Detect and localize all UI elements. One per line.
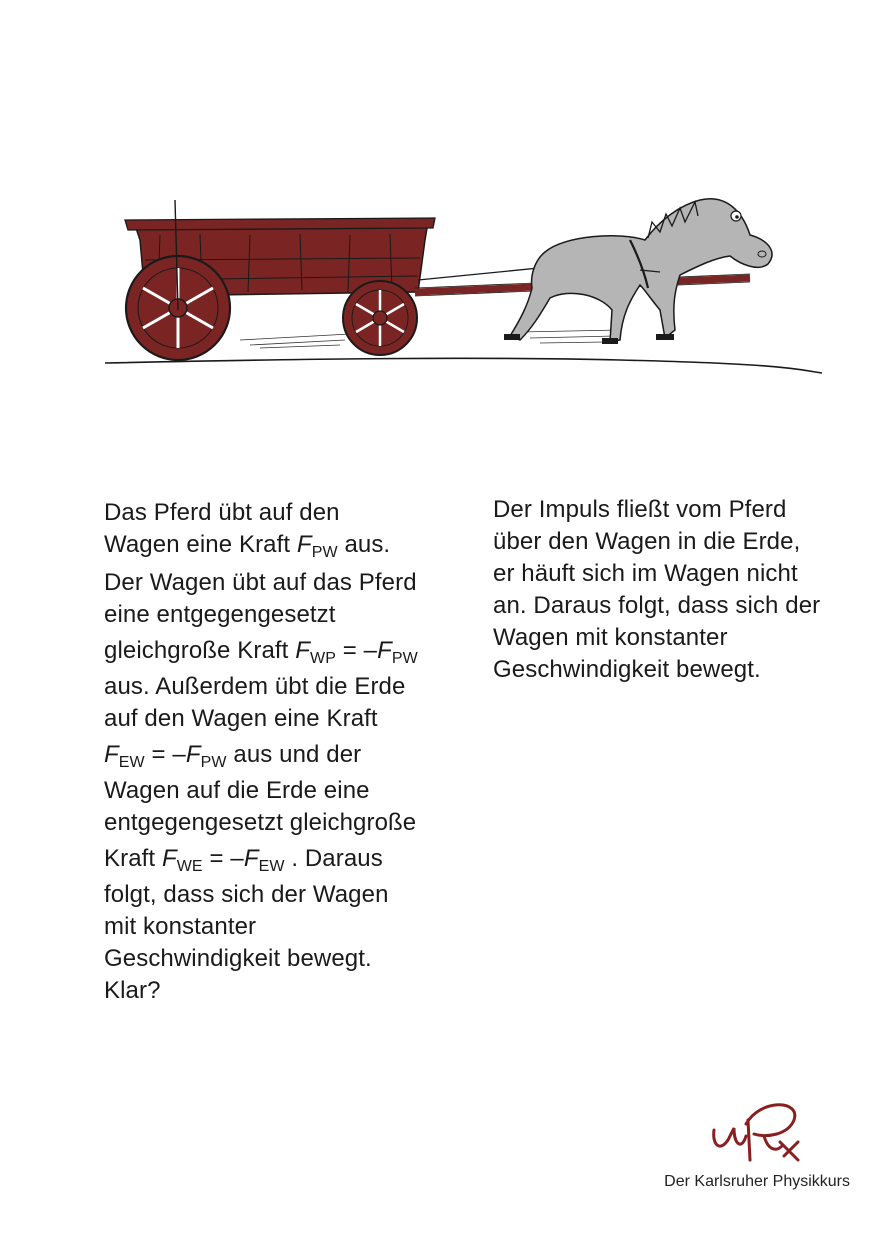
ground-line [105, 358, 822, 373]
force-symbol: $F_{PW}$ [185, 741, 227, 771]
text-line: aus. Außerdem übt die Erde [104, 673, 406, 700]
paragraph-force-explanation [104, 567, 449, 1007]
text-line: aus. [337, 531, 391, 558]
text-line: an. Daraus folgt, dass sich der [493, 592, 821, 619]
text-line: Wagen mit konstanter [493, 624, 728, 651]
footer-credit: Der Karlsruher Physikkurs [664, 1173, 850, 1190]
signature-logo [706, 1090, 806, 1170]
text-line: Der Wagen übt auf das Pferd [104, 569, 417, 596]
force-symbol: $F_{PW}$ [377, 637, 418, 667]
horse [504, 199, 772, 344]
force-symbol: $F_{WE}$ [161, 845, 203, 875]
text-line: folgt, dass sich der Wagen [104, 881, 389, 908]
equation-line: $F_{EW} = -F_{PW}$ aus und der [104, 741, 362, 771]
text-line: Der Impuls fließt vom Pferd [493, 496, 787, 523]
text-line: Das Pferd übt auf den [104, 499, 340, 526]
paragraph-momentum-flow [493, 494, 858, 686]
right-column-text [493, 494, 858, 686]
force-symbol: $F_{EW}$ [104, 741, 145, 771]
text-line: Geschwindigkeit bewegt. [104, 945, 372, 972]
force-symbol: $F_{PW}$ [296, 531, 338, 561]
force-symbol: $F_{WP}$ [295, 637, 336, 667]
ground-shadow [240, 330, 620, 348]
text-line: entgegengesetzt gleichgroße [104, 809, 417, 836]
equation-line: Kraft $F_{WE} = -F_{EW}$ . Daraus [104, 845, 383, 875]
text-line: Geschwindigkeit bewegt. [493, 656, 761, 683]
force-symbol: $F_{EW}$ [243, 845, 285, 875]
text-line: eine entgegengesetzt [104, 601, 336, 628]
paragraph-force-horse-on-wagon [104, 497, 449, 561]
left-column-text [104, 497, 449, 1007]
text-line: über den Wagen in die Erde, [493, 528, 801, 555]
text-line: Wagen auf die Erde eine [104, 777, 370, 804]
text-line: Wagen eine Kraft [104, 531, 297, 558]
horse-wagon-illustration [100, 180, 830, 390]
text-line: auf den Wagen eine Kraft [104, 705, 378, 732]
text-line: er häuft sich im Wagen nicht [493, 560, 798, 587]
equation-line: gleichgroße Kraft $F_{WP} = -F_{PW}$ [104, 637, 418, 667]
text-line: mit konstanter [104, 913, 257, 940]
text-line: Klar? [104, 977, 161, 1004]
